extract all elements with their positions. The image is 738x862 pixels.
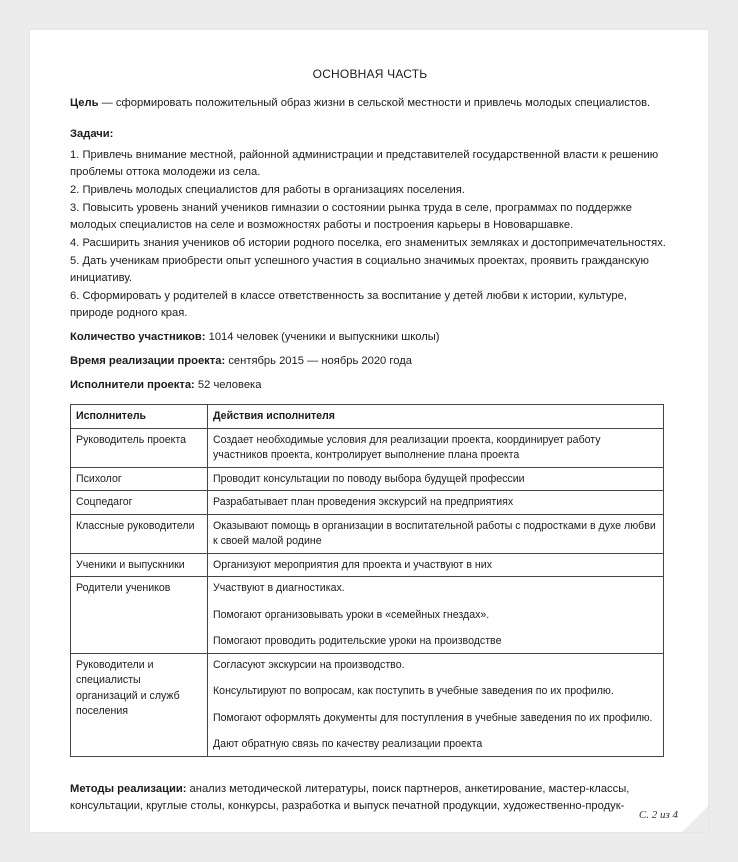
executor-cell: Ученики и выпускники bbox=[71, 553, 208, 577]
task-item: 4. Расширить знания учеников об истории родного поселка, его знаменитых земляках и достопримечательностях. bbox=[70, 237, 666, 249]
goal-label: Цель bbox=[70, 97, 99, 109]
table-row bbox=[71, 553, 664, 577]
action-item: Участвуют в диагностиках. bbox=[213, 582, 345, 594]
action-item: Помогают проводить родительские уроки на производстве bbox=[213, 635, 502, 647]
action-item: Помогают организовывать уроки в «семейных гнездах». bbox=[213, 608, 490, 621]
executor-cell: Соцпедагог bbox=[71, 491, 208, 515]
table-row bbox=[71, 467, 664, 491]
task-item: 1. Привлечь внимание местной, районной администрации и представителей государственной власти к решению проблемы оттока молодежи из села. bbox=[70, 149, 659, 178]
page-content bbox=[70, 66, 670, 815]
executors-table bbox=[70, 404, 664, 757]
actions-cell bbox=[208, 491, 664, 515]
executor-cell: Руководители и специалисты организаций и служб поселения bbox=[71, 653, 208, 756]
tasks-title-text: Задачи: bbox=[70, 128, 114, 140]
action-item: Проводит консультации по поводу выбора будущей профессии bbox=[213, 472, 525, 485]
period-label: Время реализации проекта: bbox=[70, 355, 226, 367]
action-item: Оказывают помощь в организации в воспитательной работы с подростками в духе любви к своей малой родине bbox=[213, 519, 656, 547]
participants-label: Количество участников: bbox=[70, 331, 206, 343]
methods-label: Методы реализации: bbox=[70, 782, 187, 795]
executors-value: 52 человека bbox=[194, 379, 262, 391]
tasks-list bbox=[70, 147, 670, 322]
table-row bbox=[71, 514, 664, 553]
action-item: Помогают оформлять документы для поступления в учебные заведения по их профилю. bbox=[213, 711, 653, 724]
page-number: С. 2 из 4 bbox=[638, 809, 678, 821]
participants-value: 1014 человек (ученики и выпускники школы) bbox=[205, 331, 440, 343]
task-item: 3. Повысить уровень знаний учеников гимназии о состоянии рынка труда в селе, программах по поддержке молодых специалистов на селе и возможностях работы и построения карьеры в Нововаршавке. bbox=[70, 202, 632, 231]
executor-cell: Психолог bbox=[71, 467, 208, 491]
goal-paragraph bbox=[70, 95, 670, 112]
participants-line bbox=[70, 329, 670, 346]
executor-cell: Родители учеников bbox=[71, 577, 208, 654]
table-header-actions: Действия исполнителя bbox=[208, 405, 664, 429]
section-title: ОСНОВНАЯ ЧАСТЬ bbox=[312, 67, 428, 81]
table-row bbox=[71, 491, 664, 515]
actions-cell bbox=[208, 577, 664, 654]
tasks-title bbox=[70, 126, 670, 143]
table-row bbox=[71, 577, 664, 654]
executors-label: Исполнители проекта: bbox=[70, 379, 195, 391]
executors-line bbox=[70, 377, 670, 394]
actions-cell bbox=[208, 467, 664, 491]
document-page bbox=[30, 30, 708, 832]
table-row bbox=[71, 428, 664, 467]
actions-cell bbox=[208, 514, 664, 553]
action-item: Согласуют экскурсии на производство. bbox=[213, 658, 405, 671]
table-body bbox=[71, 428, 664, 756]
methods-text: анализ методической литературы, поиск партнеров, анкетирование, мастер-классы, консультации, круглые столы, конкурсы, разработка и выпуск печатной продукции, художественно-продук- bbox=[70, 782, 630, 812]
action-item: Консультируют по вопросам, как поступить в учебные заведения по их профилю. bbox=[213, 685, 614, 697]
task-item: 6. Сформировать у родителей в классе ответственность за воспитание у детей любви к истории, культуре, природе родного края. bbox=[70, 290, 627, 319]
task-item: 5. Дать ученикам приобрести опыт успешного участия в социально значимых проектах, проявить гражданскую инициативу. bbox=[70, 255, 649, 284]
table-header-row bbox=[71, 405, 664, 429]
action-item: Организуют мероприятия для проекта и участвуют в них bbox=[213, 558, 492, 571]
page-corner-fold bbox=[682, 806, 708, 832]
actions-cell bbox=[208, 653, 664, 756]
actions-cell bbox=[208, 428, 664, 467]
table-row bbox=[71, 653, 664, 756]
actions-cell bbox=[208, 553, 664, 577]
action-item: Дают обратную связь по качеству реализации проекта bbox=[213, 738, 483, 750]
period-line bbox=[70, 353, 670, 370]
task-item: 2. Привлечь молодых специалистов для работы в организациях поселения. bbox=[70, 184, 465, 196]
executor-cell: Руководитель проекта bbox=[71, 428, 208, 467]
table-header-executor: Исполнитель bbox=[71, 405, 208, 429]
goal-text: — сформировать положительный образ жизни в сельской местности и привлечь молодых специалистов. bbox=[98, 97, 651, 109]
action-item: Создает необходимые условия для реализации проекта, координирует работу участников проекта, контролирует выполнение плана проекта bbox=[213, 433, 601, 461]
action-item: Разрабатывает план проведения экскурсий на предприятиях bbox=[213, 496, 514, 508]
methods-paragraph bbox=[70, 781, 670, 815]
period-value: сентябрь 2015 — ноябрь 2020 года bbox=[225, 355, 412, 367]
executor-cell: Классные руководители bbox=[71, 514, 208, 553]
